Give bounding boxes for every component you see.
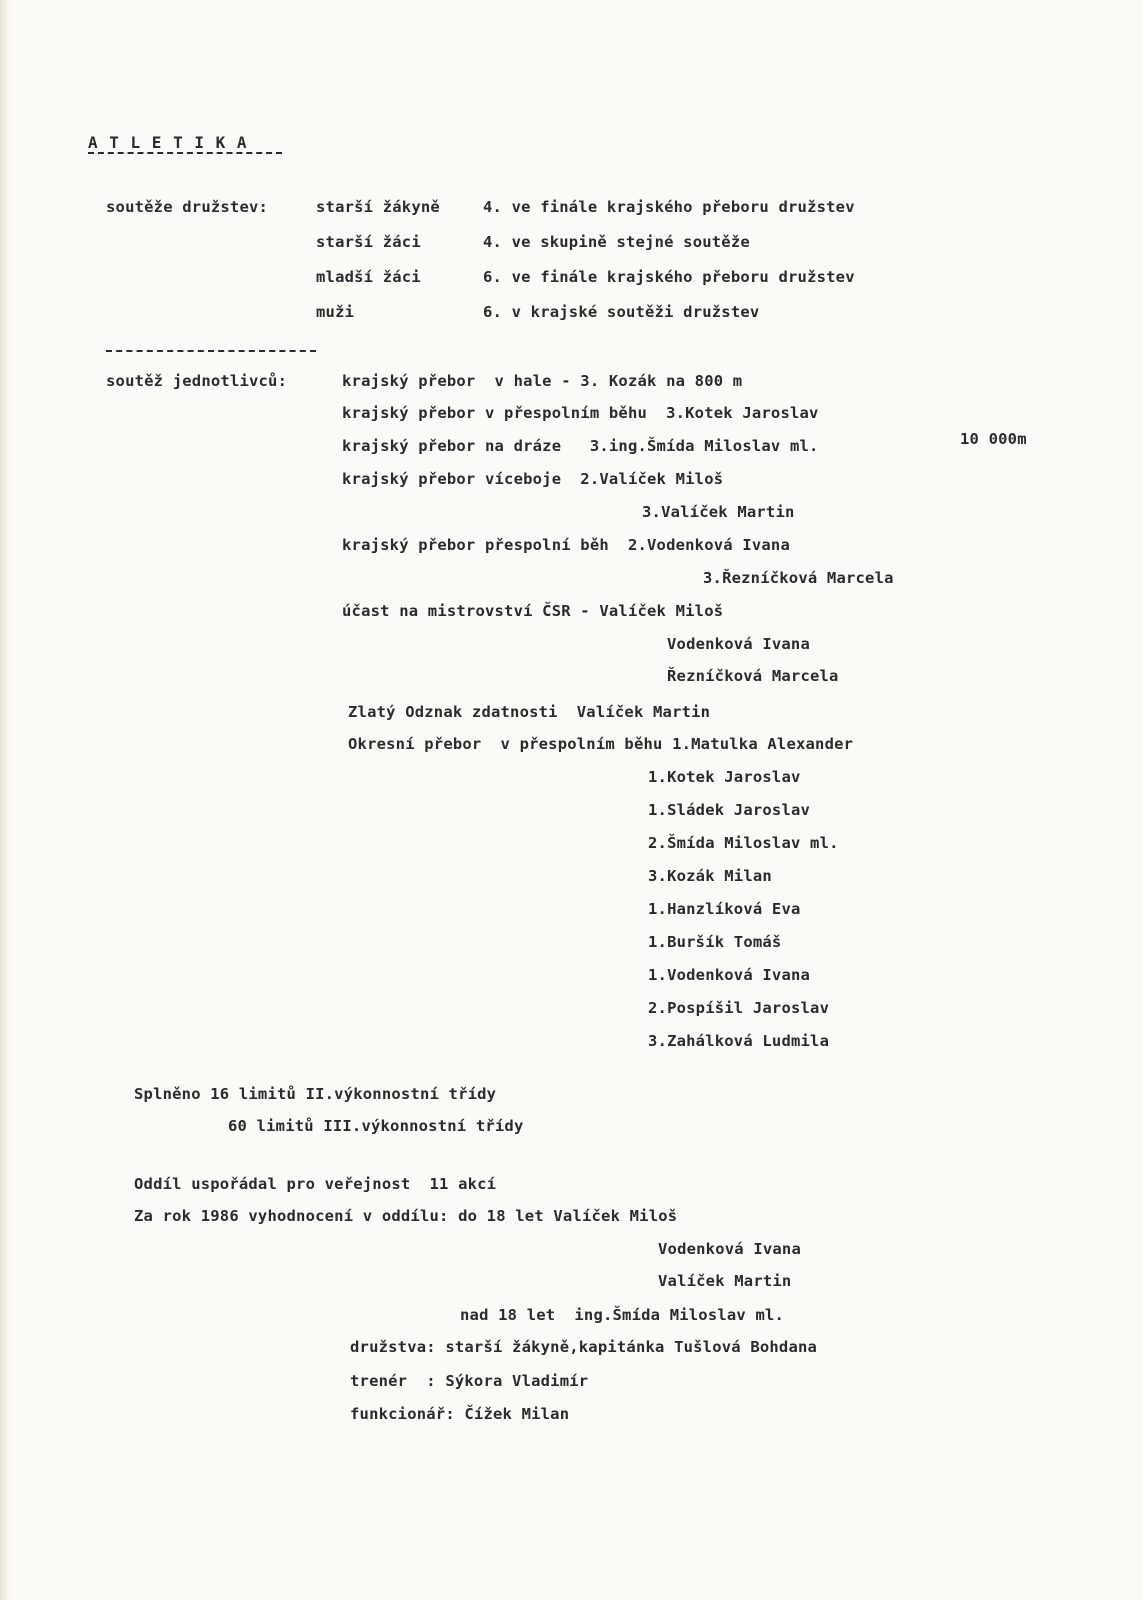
result-line: krajský přebor přespolní běh 2.Vodenková Ivana xyxy=(342,536,790,554)
result-line: Zlatý Odznak zdatnosti Valíček Martin xyxy=(348,703,711,721)
result-line: 1.Sládek Jaroslav xyxy=(648,801,811,819)
team-category: muži xyxy=(316,303,355,321)
result-line: 2.Pospíšil Jaroslav xyxy=(648,999,830,1017)
evaluation-line: Za rok 1986 vyhodnocení v oddílu: do 18 let Valíček Miloš xyxy=(134,1207,678,1225)
result-line: Vodenková Ivana xyxy=(667,635,810,653)
result-line: krajský přebor na dráze 3.ing.Šmída Miloslav ml. xyxy=(342,437,819,455)
team-category: mladší žáci xyxy=(316,268,421,286)
coach-line: trenér : Sýkora Vladimír xyxy=(350,1372,589,1390)
result-line: 3.Řezníčková Marcela xyxy=(703,569,894,587)
result-line: 3.Kozák Milan xyxy=(648,867,772,885)
teams-captain-line: družstva: starší žákyně,kapitánka Tušlová Bohdana xyxy=(350,1338,818,1356)
events-line: Oddíl uspořádal pro veřejnost 11 akcí xyxy=(134,1175,497,1193)
evaluation-name: Vodenková Ivana xyxy=(658,1240,801,1258)
teams-label: soutěže družstev: xyxy=(106,198,269,216)
result-line: účast na mistrovství ČSR - Valíček Miloš xyxy=(342,602,724,620)
result-line: krajský přebor v hale - 3. Kozák na 800 m xyxy=(342,372,743,390)
result-line: Okresní přebor v přespolním běhu 1.Matulka Alexander xyxy=(348,735,854,753)
individual-label: soutěž jednotlivců: xyxy=(106,372,288,390)
result-line: 1.Buršík Tomáš xyxy=(648,933,782,951)
result-line: 2.Šmída Miloslav ml. xyxy=(648,834,839,852)
team-result: 4. ve skupině stejné soutěže xyxy=(483,233,750,251)
team-result: 4. ve finále krajského přeboru družstev xyxy=(483,198,855,216)
result-line: 1.Vodenková Ivana xyxy=(648,966,811,984)
page-title: A T L E T I K A xyxy=(88,133,248,152)
result-line: 3.Valíček Martin xyxy=(642,503,795,521)
result-line: 1.Hanzlíková Eva xyxy=(648,900,801,918)
limits-line: Splněno 16 limitů II.výkonnostní třídy xyxy=(134,1085,497,1103)
title-underline xyxy=(88,152,282,154)
team-category: starší žákyně xyxy=(316,198,440,216)
result-line: krajský přebor víceboje 2.Valíček Miloš xyxy=(342,470,724,488)
result-line: krajský přebor v přespolním běhu 3.Kotek Jaroslav xyxy=(342,404,819,422)
result-line: Řezníčková Marcela xyxy=(667,667,839,685)
page-edge-shadow xyxy=(0,0,10,1600)
team-result: 6. ve finále krajského přeboru družstev xyxy=(483,268,855,286)
limits-line: 60 limitů III.výkonnostní třídy xyxy=(228,1117,524,1135)
team-category: starší žáci xyxy=(316,233,421,251)
over18-line: nad 18 let ing.Šmída Miloslav ml. xyxy=(460,1306,785,1324)
team-result: 6. v krajské soutěži družstev xyxy=(483,303,760,321)
official-line: funkcionář: Čížek Milan xyxy=(350,1405,570,1423)
distance-note: 10 000m xyxy=(960,430,1027,448)
evaluation-name: Valíček Martin xyxy=(658,1272,792,1290)
result-line: 1.Kotek Jaroslav xyxy=(648,768,801,786)
section-separator xyxy=(106,350,316,352)
result-line: 3.Zahálková Ludmila xyxy=(648,1032,830,1050)
